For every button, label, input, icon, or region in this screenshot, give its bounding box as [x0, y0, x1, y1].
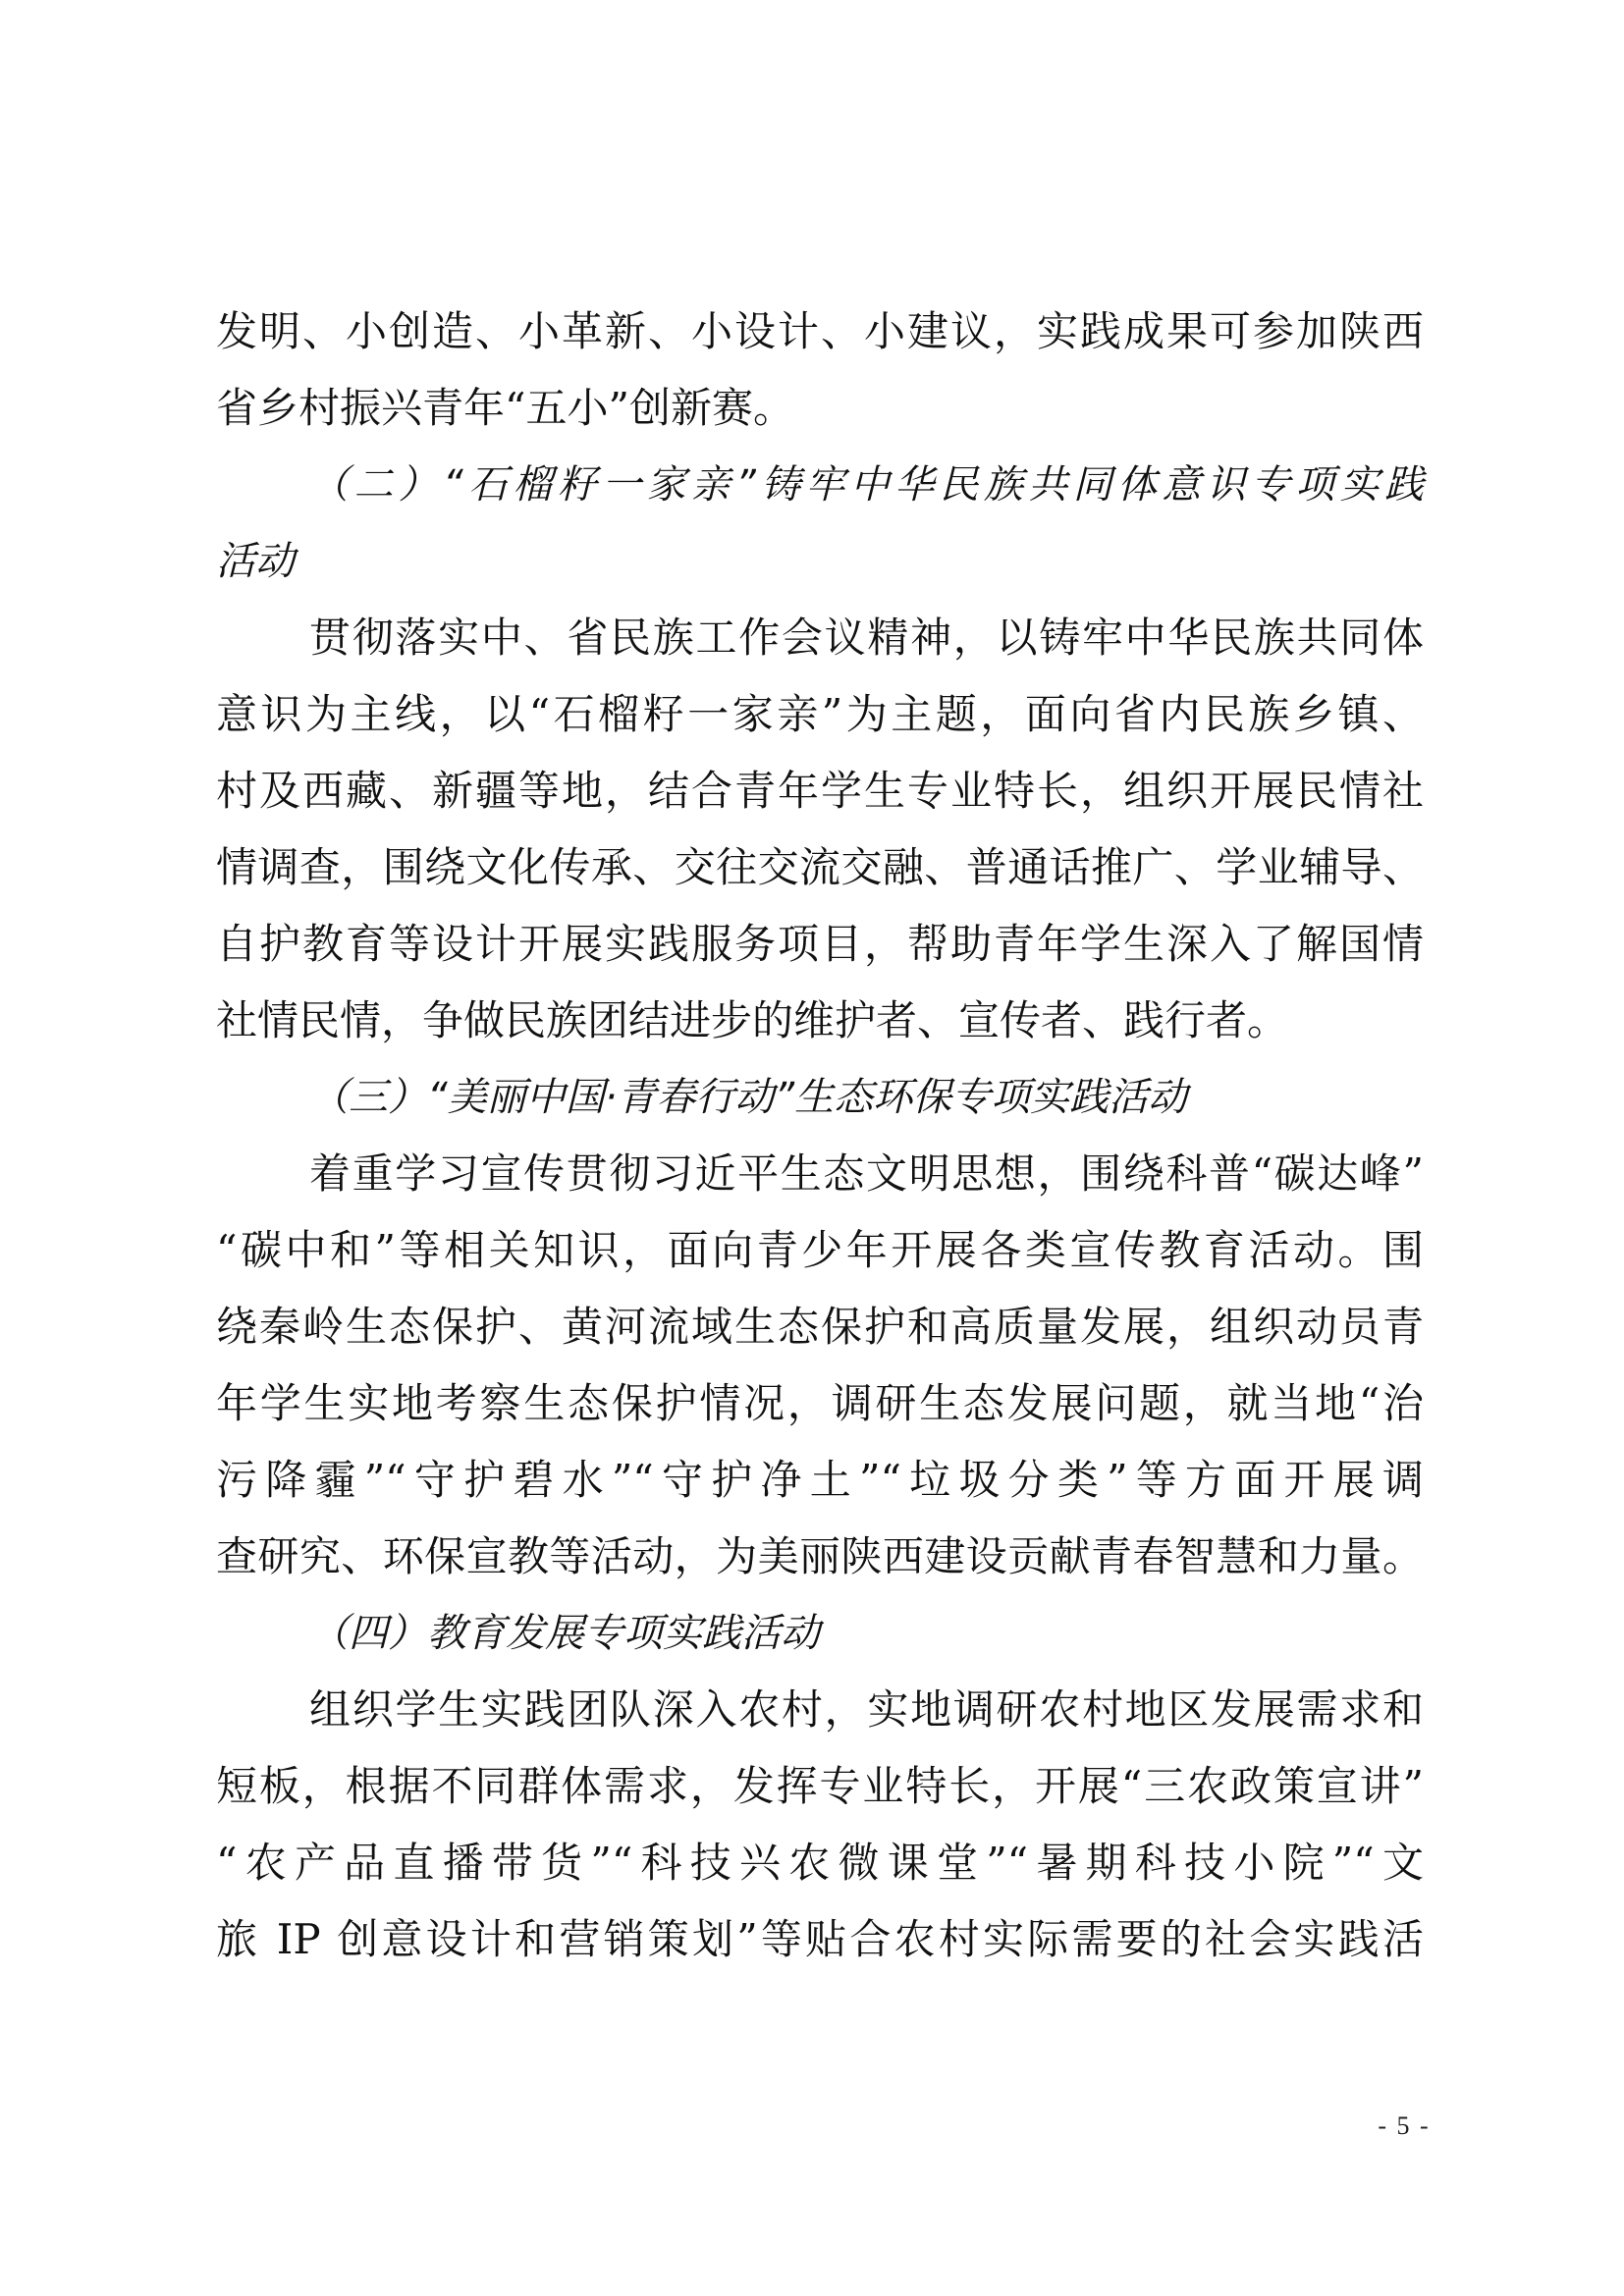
body-line-12: 着重学习宣传贯彻习近平生态文明思想，围绕科普“碳达峰”: [309, 1149, 1424, 1198]
body-line-15: 年学生实地考察生态保护情况，调研生态发展问题，就当地“治: [216, 1379, 1424, 1427]
section-heading-2-cont: 活动: [216, 539, 295, 584]
body-line-14: 绕秦岭生态保护、黄河流域生态保护和高质量发展，组织动员青: [216, 1303, 1424, 1351]
section-heading-3: （三）“美丽中国·青春行动”生态环保专项实践活动: [309, 1075, 1188, 1120]
body-line-17: 查研究、环保宣教等活动，为美丽陕西建设贡献青春智慧和力量。: [216, 1532, 1424, 1580]
body-line-7: 村及西藏、新疆等地，结合青年学生专业特长，组织开展民情社: [216, 767, 1424, 815]
body-line-19: 组织学生实践团队深入农村，实地调研农村地区发展需求和: [309, 1685, 1424, 1734]
body-line-1: 发明、小创造、小革新、小设计、小建议，实践成果可参加陕西: [216, 307, 1424, 355]
body-line-5: 贯彻落实中、省民族工作会议精神，以铸牢中华民族共同体: [309, 614, 1424, 662]
body-line-2: 省乡村振兴青年“五小”创新赛。: [216, 384, 794, 432]
section-heading-2: （二）“石榴籽一家亲”铸牢中华民族共同体意识专项实践: [309, 462, 1424, 507]
body-line-9: 自护教育等设计开展实践服务项目，帮助青年学生深入了解国情: [216, 920, 1424, 968]
body-line-6: 意识为主线，以“石榴籽一家亲”为主题，面向省内民族乡镇、: [216, 690, 1424, 738]
body-line-13: “碳中和”等相关知识，面向青少年开展各类宣传教育活动。围: [216, 1226, 1424, 1274]
body-line-20: 短板，根据不同群体需求，发挥专业特长，开展“三农政策宣讲”: [216, 1762, 1424, 1810]
body-line-22: 旅 IP 创意设计和营销策划”等贴合农村实际需要的社会实践活: [216, 1915, 1424, 1963]
body-line-16: 污降霾”“守护碧水”“守护净土”“垃圾分类”等方面开展调: [216, 1456, 1424, 1504]
body-line-10: 社情民情，争做民族团结进步的维护者、宣传者、践行者。: [216, 996, 1289, 1044]
body-line-21: “农产品直播带货”“科技兴农微课堂”“暑期科技小院”“文: [216, 1839, 1424, 1887]
page-number: - 5 -: [1378, 2111, 1431, 2140]
section-heading-4: （四）教育发展专项实践活动: [309, 1611, 820, 1656]
body-line-8: 情调查，围绕文化传承、交往交流交融、普通话推广、学业辅导、: [216, 843, 1424, 891]
